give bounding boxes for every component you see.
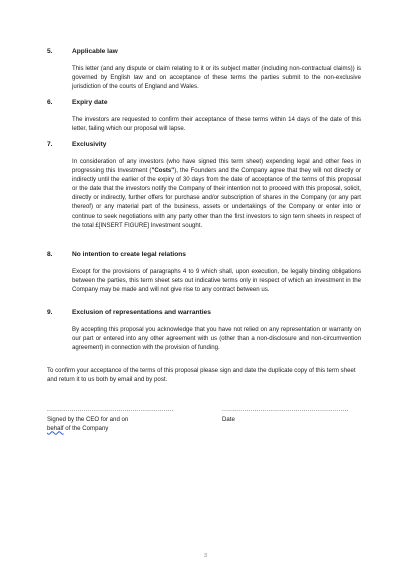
section-number: 6. bbox=[47, 99, 53, 106]
section-heading: Exclusion of representations and warranties bbox=[72, 309, 211, 316]
section-body: Except for the provisions of paragraphs 4 to 9 which shall, upon execution, be legally binding obligations between the parties, this term sheet sets out indicative terms only in respect of which an investment in the Company may be made and will not give rise to any contract between us. bbox=[72, 268, 361, 294]
signatory-caption bbox=[47, 416, 207, 433]
section-body bbox=[72, 157, 361, 230]
section-body: By accepting this proposal you acknowledge that you have not relied on any representation or warranty on our part or entered into any other agreement with us (other than a non-disclosure and non-circumvention agreement) in connection with the provision of funding. bbox=[72, 326, 361, 352]
signature-line: .............................................................. bbox=[47, 406, 174, 413]
page-number: 3 bbox=[204, 553, 207, 559]
section-number: 9. bbox=[47, 309, 53, 316]
section-body: The investors are requested to confirm their acceptance of these terms within 14 days of the date of this letter, failing which our proposal will lapse. bbox=[72, 116, 361, 133]
signatory-line-1: Signed by the CEO for and on bbox=[47, 416, 129, 423]
section-body-text: ), the Founders and the Company agree that they will not directly or indirectly until the earlier of the expiry of 30 days from the date of acceptance of the terms of this proposal or the date that the investors notify the Company of their intention not to proceed with this proposal, solicit, directly or indirectly, further offers for purchase and/or subscription of shares in the Company (or any part thereof) or any material part of the business, assets or undertakings of the Company or enter into or continue to seek negotiations with any party other than the first investors to sign term sheets in respect of the total £[INSERT FIGURE] Investment sought. bbox=[72, 167, 361, 229]
signatory-line-2-rest: of the Company bbox=[63, 424, 109, 432]
costs-defined-term: "Costs" bbox=[151, 167, 175, 175]
section-heading: Exclusivity bbox=[72, 141, 107, 148]
section-body: This letter (and any dispute or claim relating to it or its subject matter (including non-contractual claims)) is governed by English law and on acceptance of these terms the parties submit to the non-exclusive jurisdiction of the courts of England and Wales. bbox=[72, 65, 361, 91]
section-body-text: In consideration of any investors (who have signed this term sheet) expending legal and other fees in progressing this Investment ( bbox=[72, 158, 361, 175]
section-heading: No intention to create legal relations bbox=[72, 251, 186, 258]
section-heading: Expiry date bbox=[72, 99, 108, 106]
spellcheck-underlined-word: behalf bbox=[47, 424, 64, 432]
section-heading: Applicable law bbox=[72, 48, 118, 55]
section-number: 8. bbox=[47, 251, 53, 258]
section-number: 7. bbox=[47, 141, 53, 148]
section-number: 5. bbox=[47, 48, 53, 55]
closing-paragraph: To confirm your acceptance of the terms of this proposal please sign and date the duplicate copy of this term sheet and return it to us both by email and by post. bbox=[47, 367, 356, 384]
date-line: .............................................................. bbox=[222, 406, 349, 413]
date-label: Date bbox=[222, 416, 235, 423]
signatory-line-2 bbox=[47, 425, 207, 434]
